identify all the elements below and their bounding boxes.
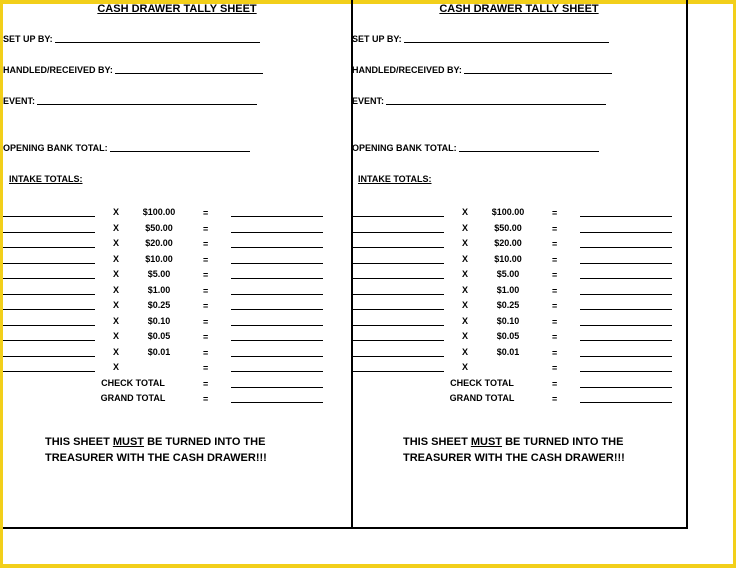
field-label: EVENT:: [3, 96, 36, 106]
field-label: HANDLED/RECEIVED BY:: [3, 65, 113, 75]
multiply-sign: X: [462, 222, 469, 233]
denomination-value: $50.00: [145, 222, 173, 233]
count-blank[interactable]: [352, 294, 444, 295]
multiply-sign: X: [462, 315, 469, 326]
count-blank[interactable]: [3, 232, 95, 233]
turn-in-notice: [45, 434, 393, 466]
intake-totals-heading: INTAKE TOTALS:: [358, 174, 432, 184]
notice-line-1: [403, 434, 736, 450]
denomination-row: [352, 329, 682, 344]
denomination-row: [352, 205, 682, 220]
fill-in-line[interactable]: [55, 42, 260, 43]
fill-in-line[interactable]: [115, 73, 263, 74]
turn-in-notice: [403, 434, 736, 466]
total-blank[interactable]: [580, 402, 672, 403]
multiply-sign: X: [113, 269, 120, 279]
equals-sign: =: [203, 363, 209, 373]
multiply-sign: X: [113, 284, 120, 295]
notice-line-2: TREASURER WITH THE CASH DRAWER!!!: [45, 452, 267, 464]
equals-sign: =: [203, 316, 209, 327]
denomination-value: $0.05: [496, 331, 520, 341]
equals-sign: =: [552, 254, 558, 265]
total-blank[interactable]: [580, 387, 672, 388]
set-up-by-field: [352, 34, 609, 44]
multiply-sign: X: [113, 315, 120, 326]
subtotal-blank[interactable]: [580, 247, 672, 248]
field-label: OPENING BANK TOTAL:: [352, 143, 457, 153]
denomination-row: [352, 298, 682, 313]
fill-in-line[interactable]: [110, 151, 250, 152]
handled-received-by-field: [3, 65, 263, 75]
opening-bank-total-field: [352, 143, 599, 153]
denomination-value: $0.10: [147, 315, 171, 326]
equals-sign: =: [552, 394, 558, 404]
subtotal-blank[interactable]: [580, 371, 672, 372]
equals-sign: =: [552, 363, 558, 373]
denomination-row: [3, 345, 333, 360]
count-blank[interactable]: [352, 232, 444, 233]
multiply-sign: X: [113, 207, 120, 217]
total-label: CHECK TOTAL: [450, 377, 514, 388]
multiply-sign: X: [462, 346, 469, 357]
count-blank[interactable]: [3, 340, 95, 341]
denomination-value: $0.10: [496, 315, 520, 326]
set-up-by-field: [3, 34, 260, 44]
equals-sign: =: [203, 332, 209, 342]
denomination-row: [352, 360, 682, 375]
denomination-row: [352, 314, 682, 329]
event-field: [3, 96, 257, 106]
fill-in-line[interactable]: [37, 104, 257, 105]
subtotal-blank[interactable]: [580, 294, 672, 295]
field-label: OPENING BANK TOTAL:: [3, 143, 108, 153]
denomination-row: [3, 314, 333, 329]
fill-in-line[interactable]: [404, 42, 609, 43]
denomination-value: $10.00: [494, 253, 522, 264]
denomination-row: [352, 252, 682, 267]
count-blank[interactable]: [3, 371, 95, 372]
handled-received-by-field: [352, 65, 612, 75]
count-blank[interactable]: [3, 263, 95, 264]
count-blank[interactable]: [3, 278, 95, 279]
multiply-sign: X: [462, 331, 469, 341]
denomination-row: [3, 283, 333, 298]
count-blank[interactable]: [352, 356, 444, 357]
subtotal-blank[interactable]: [231, 232, 323, 233]
subtotal-blank[interactable]: [231, 356, 323, 357]
count-blank[interactable]: [352, 340, 444, 341]
equals-sign: =: [203, 301, 209, 311]
total-blank[interactable]: [231, 402, 323, 403]
equals-sign: =: [203, 208, 209, 218]
multiply-sign: X: [113, 331, 120, 341]
denomination-row: [3, 298, 333, 313]
multiply-sign: X: [113, 300, 120, 310]
subtotal-blank[interactable]: [580, 340, 672, 341]
denomination-value: $0.05: [147, 331, 171, 341]
equals-sign: =: [203, 254, 209, 265]
count-blank[interactable]: [3, 216, 95, 217]
subtotal-blank[interactable]: [580, 216, 672, 217]
equals-sign: =: [203, 285, 209, 296]
denomination-value: $0.25: [147, 300, 171, 310]
multiply-sign: X: [462, 284, 469, 295]
frame-border-bottom: [0, 564, 736, 568]
equals-sign: =: [203, 378, 209, 389]
equals-sign: =: [552, 316, 558, 327]
field-label: SET UP BY:: [352, 34, 402, 44]
equals-sign: =: [552, 347, 558, 358]
subtotal-blank[interactable]: [231, 325, 323, 326]
multiply-sign: X: [462, 300, 469, 310]
notice-text: THIS SHEET: [45, 436, 113, 448]
fill-in-line[interactable]: [386, 104, 606, 105]
denomination-value: $10.00: [145, 253, 173, 264]
event-field: [352, 96, 606, 106]
fill-in-line[interactable]: [464, 73, 612, 74]
sheet-title: CASH DRAWER TALLY SHEET: [439, 3, 599, 15]
count-blank[interactable]: [3, 294, 95, 295]
denomination-value: $0.25: [496, 300, 520, 310]
equals-sign: =: [552, 301, 558, 311]
equals-sign: =: [203, 394, 209, 404]
total-label: GRAND TOTAL: [100, 393, 166, 403]
denomination-value: $5.00: [496, 269, 520, 279]
multiply-sign: X: [462, 253, 469, 264]
denomination-row: [3, 221, 333, 236]
multiply-sign: X: [462, 362, 469, 372]
multiply-sign: X: [462, 238, 469, 248]
subtotal-blank[interactable]: [231, 247, 323, 248]
count-blank[interactable]: [352, 371, 444, 372]
equals-sign: =: [552, 378, 558, 389]
denomination-value: $100.00: [491, 207, 525, 217]
total-label: CHECK TOTAL: [101, 377, 165, 388]
notice-text: THIS SHEET: [403, 436, 471, 448]
multiply-sign: X: [113, 362, 120, 372]
equals-sign: =: [552, 223, 558, 234]
denomination-value: $1.00: [496, 284, 520, 295]
denomination-row: [3, 267, 333, 282]
total-row: [3, 376, 333, 391]
subtotal-blank[interactable]: [231, 294, 323, 295]
fill-in-line[interactable]: [459, 151, 599, 152]
denomination-value: $0.01: [147, 346, 171, 357]
count-blank[interactable]: [3, 309, 95, 310]
subtotal-blank[interactable]: [231, 216, 323, 217]
equals-sign: =: [552, 285, 558, 296]
field-label: HANDLED/RECEIVED BY:: [352, 65, 462, 75]
count-blank[interactable]: [352, 325, 444, 326]
count-blank[interactable]: [352, 216, 444, 217]
denomination-row: [3, 252, 333, 267]
notice-emphasis: MUST: [112, 436, 145, 448]
subtotal-blank[interactable]: [580, 278, 672, 279]
denomination-value: $20.00: [145, 238, 173, 248]
denomination-value: $50.00: [494, 222, 522, 233]
tally-sheet-left: [3, 0, 353, 529]
denomination-value: $0.01: [496, 346, 520, 357]
count-blank[interactable]: [352, 278, 444, 279]
total-row: [352, 376, 682, 391]
subtotal-blank[interactable]: [580, 232, 672, 233]
notice-emphasis: MUST: [470, 436, 503, 448]
subtotal-blank[interactable]: [580, 325, 672, 326]
denomination-value: $100.00: [142, 207, 176, 217]
subtotal-blank[interactable]: [580, 356, 672, 357]
count-blank[interactable]: [3, 325, 95, 326]
denomination-value: $1.00: [147, 284, 171, 295]
opening-bank-total-field: [3, 143, 250, 153]
subtotal-blank[interactable]: [231, 278, 323, 279]
count-blank[interactable]: [3, 356, 95, 357]
count-blank[interactable]: [3, 247, 95, 248]
total-row: [352, 391, 682, 406]
notice-line-2: TREASURER WITH THE CASH DRAWER!!!: [403, 452, 625, 464]
subtotal-blank[interactable]: [231, 309, 323, 310]
equals-sign: =: [552, 208, 558, 218]
equals-sign: =: [552, 239, 558, 249]
multiply-sign: X: [462, 269, 469, 279]
equals-sign: =: [203, 270, 209, 280]
notice-line-1: [45, 434, 393, 450]
total-blank[interactable]: [231, 387, 323, 388]
denomination-row: [3, 329, 333, 344]
denomination-value: $20.00: [494, 238, 522, 248]
intake-totals-heading: INTAKE TOTALS:: [9, 174, 83, 184]
subtotal-blank[interactable]: [580, 309, 672, 310]
tally-sheet-right: [352, 0, 688, 529]
subtotal-blank[interactable]: [231, 340, 323, 341]
denomination-row: [352, 283, 682, 298]
field-label: SET UP BY:: [3, 34, 53, 44]
equals-sign: =: [203, 239, 209, 249]
denomination-value: $5.00: [147, 269, 171, 279]
multiply-sign: X: [113, 238, 120, 248]
field-label: EVENT:: [352, 96, 385, 106]
sheet-title: CASH DRAWER TALLY SHEET: [97, 3, 257, 15]
subtotal-blank[interactable]: [580, 263, 672, 264]
denomination-row: [352, 236, 682, 251]
equals-sign: =: [552, 332, 558, 342]
denomination-row: [3, 236, 333, 251]
notice-text: BE TURNED INTO THE: [144, 436, 266, 448]
multiply-sign: X: [113, 346, 120, 357]
notice-text: BE TURNED INTO THE: [502, 436, 624, 448]
total-label: GRAND TOTAL: [449, 393, 515, 403]
denomination-row: [352, 345, 682, 360]
equals-sign: =: [203, 223, 209, 234]
multiply-sign: X: [462, 207, 469, 217]
multiply-sign: X: [113, 222, 120, 233]
subtotal-blank[interactable]: [231, 371, 323, 372]
total-row: [3, 391, 333, 406]
subtotal-blank[interactable]: [231, 263, 323, 264]
equals-sign: =: [552, 270, 558, 280]
count-blank[interactable]: [352, 247, 444, 248]
count-blank[interactable]: [352, 263, 444, 264]
multiply-sign: X: [113, 253, 120, 264]
denomination-row: [352, 221, 682, 236]
denomination-row: [352, 267, 682, 282]
denomination-row: [3, 205, 333, 220]
count-blank[interactable]: [352, 309, 444, 310]
denomination-row: [3, 360, 333, 375]
equals-sign: =: [203, 347, 209, 358]
